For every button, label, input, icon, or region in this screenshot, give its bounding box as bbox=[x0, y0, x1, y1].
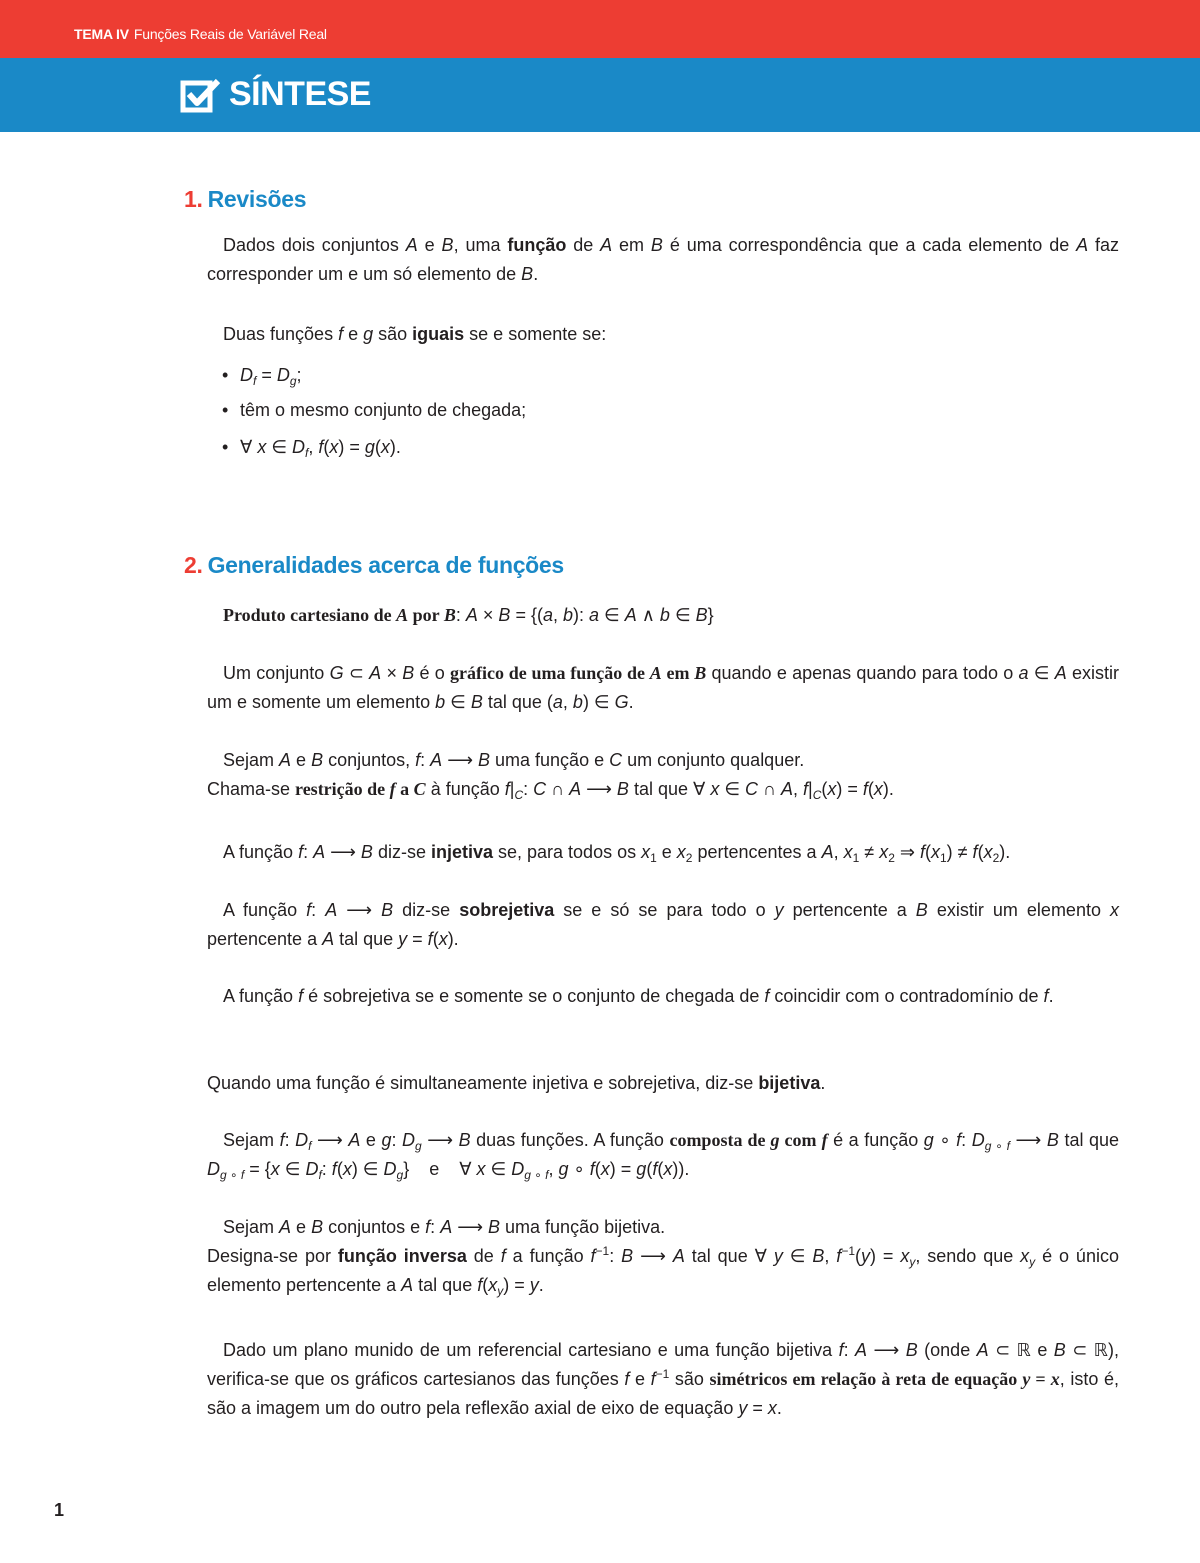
section-banner bbox=[0, 58, 1200, 132]
paragraph-surjective: A função f: A ⟶ B diz-se sobrejetiva se e só se para todo o y pertencente a B existir um elemento x pertencente a A tal que y = f(x). bbox=[207, 900, 1119, 949]
paragraph-graph-of-function: Um conjunto G ⊂ A × B é o gráfico de uma função de A em B quando e apenas quando para todo o a ∈ A existir um e somente um elemento b ∈ B tal que (a, b) ∈ G. bbox=[207, 663, 1120, 712]
paragraph-surjective-codomain: A função f é sobrejetiva se e somente se o conjunto de chegada de f coincidir com o contradomínio de f. bbox=[223, 986, 1054, 1006]
page-number: 1 bbox=[54, 1500, 65, 1520]
section-heading-revisoes bbox=[184, 186, 306, 213]
paragraph-equal-functions: Duas funções f e g são iguais se e somente se: bbox=[223, 324, 607, 344]
theme-title: Funções Reais de Variável Real bbox=[133, 26, 327, 42]
list-item: • ∀ x ∈ $D_f$, f(x) = g(x). bbox=[222, 437, 401, 460]
list-item: • têm o mesmo conjunto de chegada; bbox=[222, 400, 527, 420]
banner-title: SÍNTESE bbox=[229, 75, 371, 113]
theme-label bbox=[74, 26, 327, 42]
paragraph-definition-function: Dados dois conjuntos A e B, uma função de A em B é uma correspondência que a cada elemento de A faz corresponder um e um só elemento de B. bbox=[207, 235, 1120, 284]
section-title: Generalidades acerca de funções bbox=[207, 552, 564, 578]
section-heading-generalidades bbox=[184, 552, 564, 579]
paragraph-bijective: Quando uma função é simultaneamente injetiva e sobrejetiva, diz-se bijetiva. bbox=[207, 1073, 826, 1093]
theme-number: TEMA IV bbox=[74, 26, 129, 42]
list-item: • $D_f = D_g$; bbox=[222, 365, 302, 388]
section-number: 1. bbox=[184, 186, 203, 212]
paragraph-inverse: Sejam A e B conjuntos e f: A ⟶ B uma função bijetiva. Designa-se por função inversa de f a função $f^{-1}$: B ⟶ A tal que ∀ y ∈ B, $f^{-1}(y) = x_y$, sendo que $x_y$ é o único elemento pertencente a A tal que $f(x_y) = y$. bbox=[207, 1217, 1119, 1298]
paragraph-composite: Sejam f: $D_f$ ⟶ A e g: $D_g$ ⟶ B duas funções. A função composta de g com f é a função g ∘ f: $D_{g \circ f}$ ⟶ B tal que $D_{g \circ f} = \{x$ ∈ $D_f$: f(x) ∈ $D_g$} e ∀ x ∈ $D_{g \circ f}$, g ∘ f(x) = g(f(x)). bbox=[207, 1130, 1120, 1182]
section-number: 2. bbox=[184, 552, 203, 578]
paragraph-cartesian-product: Produto cartesiano de A por B: A × B = {(a, b): a ∈ A ∧ b ∈ B} bbox=[223, 605, 714, 625]
paragraph-symmetry: Dado um plano munido de um referencial cartesiano e uma função bijetiva f: A ⟶ B (onde A ⊂ ℝ e B ⊂ ℝ), verifica-se que os gráficos cartesianos das funções f e $f^{-1}$ são simétricos em relação à reta de equação y = x, isto é, são a imagem um do outro pela reflexão axial de eixo de equação y = x. bbox=[207, 1340, 1119, 1418]
paragraph-injective: A função f: A ⟶ B diz-se injetiva se, para todos os $x_1$ e $x_2$ pertencentes a A, $x_1 \ne x_2$ ⇒ $f(x_1) \ne f(x_2)$. bbox=[223, 842, 1011, 865]
paragraph-restriction: Sejam A e B conjuntos, f: A ⟶ B uma função e C um conjunto qualquer. Chama-se restrição de f a C à função $f|_C$: C ∩ A ⟶ B tal que ∀ x ∈ C ∩ A, $f|_C(x) = f(x)$. bbox=[207, 750, 894, 802]
top-header-bar bbox=[0, 0, 1200, 58]
checkbox-check-icon bbox=[180, 78, 222, 114]
section-title: Revisões bbox=[207, 186, 307, 212]
